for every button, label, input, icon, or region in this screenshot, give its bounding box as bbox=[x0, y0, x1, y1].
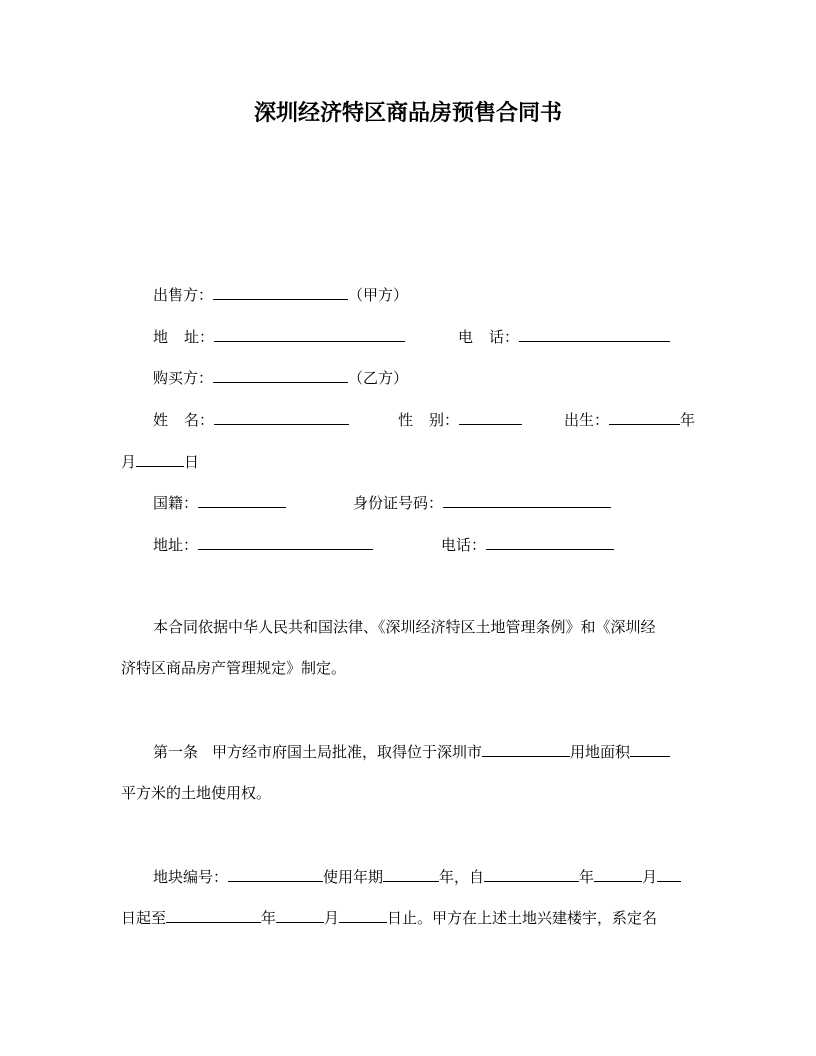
birth-day-label: 日 bbox=[184, 453, 200, 471]
gender-label-a: 性 bbox=[398, 411, 414, 429]
plot-line-1 bbox=[153, 866, 681, 887]
nationality-label: 国籍： bbox=[153, 494, 199, 512]
term-years-field[interactable] bbox=[383, 866, 439, 882]
seller-phone-field[interactable] bbox=[519, 326, 670, 342]
id-label: 身份证号码： bbox=[353, 494, 444, 512]
buyer-name-line bbox=[153, 409, 349, 430]
seller-address-label-b: 址： bbox=[184, 328, 215, 346]
birth-line bbox=[564, 409, 695, 430]
gender-line bbox=[398, 409, 522, 430]
buyer-address-label: 地址： bbox=[153, 536, 199, 554]
document-title: 深圳经济特区商品房预售合同书 bbox=[253, 101, 562, 126]
start-month-field[interactable] bbox=[594, 866, 642, 882]
land-location-field[interactable] bbox=[482, 741, 570, 757]
buyer-address-field[interactable] bbox=[198, 534, 373, 550]
plot-month-label: 月 bbox=[642, 868, 658, 886]
seller-suffix: （甲方） bbox=[348, 286, 409, 304]
article1-text-a: 甲方经市府国土局批准，取得位于深圳市 bbox=[212, 743, 483, 761]
birth-year-label: 年 bbox=[680, 411, 696, 429]
buyer-phone-field[interactable] bbox=[486, 534, 614, 550]
buyer-name-field[interactable] bbox=[213, 367, 348, 383]
name-label-b: 名： bbox=[184, 411, 215, 429]
seller-label: 出售方： bbox=[153, 286, 214, 304]
plot-line-2 bbox=[121, 907, 657, 928]
article1-text-b: 用地面积 bbox=[570, 743, 631, 761]
start-year-field[interactable] bbox=[484, 866, 579, 882]
nationality-line bbox=[153, 492, 286, 513]
end-month-field[interactable] bbox=[276, 907, 324, 923]
birth-month-label: 月 bbox=[121, 453, 137, 471]
seller-phone-label-b: 话： bbox=[489, 328, 520, 346]
seller-phone-label-a: 电 bbox=[458, 328, 474, 346]
seller-address-label-a: 地 bbox=[153, 328, 169, 346]
buyer-address-line bbox=[153, 534, 373, 555]
id-line bbox=[353, 492, 611, 513]
name-label-a: 姓 bbox=[153, 411, 169, 429]
article1-line-1 bbox=[153, 741, 670, 762]
plot-year-label: 年 bbox=[579, 868, 595, 886]
basis-line-2: 济特区商品房产管理规定》制定。 bbox=[121, 659, 347, 677]
birth-label: 出生： bbox=[564, 411, 610, 429]
article1-number: 第一条 bbox=[153, 743, 199, 761]
plot-line2-start: 日起至 bbox=[121, 909, 167, 927]
seller-address-field[interactable] bbox=[214, 326, 405, 342]
buyer-suffix: （乙方） bbox=[348, 369, 409, 387]
plot-label: 地块编号： bbox=[153, 868, 229, 886]
buyer-line bbox=[153, 367, 408, 388]
seller-line bbox=[153, 284, 408, 305]
plot-term-label: 使用年期 bbox=[323, 868, 384, 886]
plot-year-from-label: 年，自 bbox=[439, 868, 485, 886]
buyer-label: 购买方： bbox=[153, 369, 214, 387]
plot-line2-year: 年 bbox=[261, 909, 277, 927]
seller-name-field[interactable] bbox=[213, 284, 348, 300]
gender-field[interactable] bbox=[459, 409, 522, 425]
end-day-field[interactable] bbox=[339, 907, 387, 923]
plot-number-field[interactable] bbox=[228, 866, 323, 882]
nationality-field[interactable] bbox=[198, 492, 286, 508]
seller-address-line bbox=[153, 326, 405, 347]
buyer-phone-line bbox=[441, 534, 614, 555]
article1-line-2: 平方米的土地使用权。 bbox=[121, 784, 272, 802]
plot-line2-end: 日止。甲方在上述土地兴建楼宇，系定名 bbox=[387, 909, 658, 927]
basis-line-1: 本合同依据中华人民共和国法律、《深圳经济特区土地管理条例》和《深圳经 bbox=[153, 618, 656, 636]
buyer-fullname-field[interactable] bbox=[214, 409, 349, 425]
start-day-field[interactable] bbox=[657, 866, 681, 882]
land-area-field[interactable] bbox=[630, 741, 670, 757]
end-year-field[interactable] bbox=[166, 907, 261, 923]
seller-phone-line bbox=[458, 326, 670, 347]
id-number-field[interactable] bbox=[443, 492, 611, 508]
plot-line2-month: 月 bbox=[324, 909, 340, 927]
gender-label-b: 别： bbox=[429, 411, 460, 429]
birth-month-field[interactable] bbox=[136, 451, 184, 467]
buyer-phone-label: 电话： bbox=[441, 536, 487, 554]
birth-year-field[interactable] bbox=[609, 409, 680, 425]
birth-line-2 bbox=[121, 451, 199, 472]
